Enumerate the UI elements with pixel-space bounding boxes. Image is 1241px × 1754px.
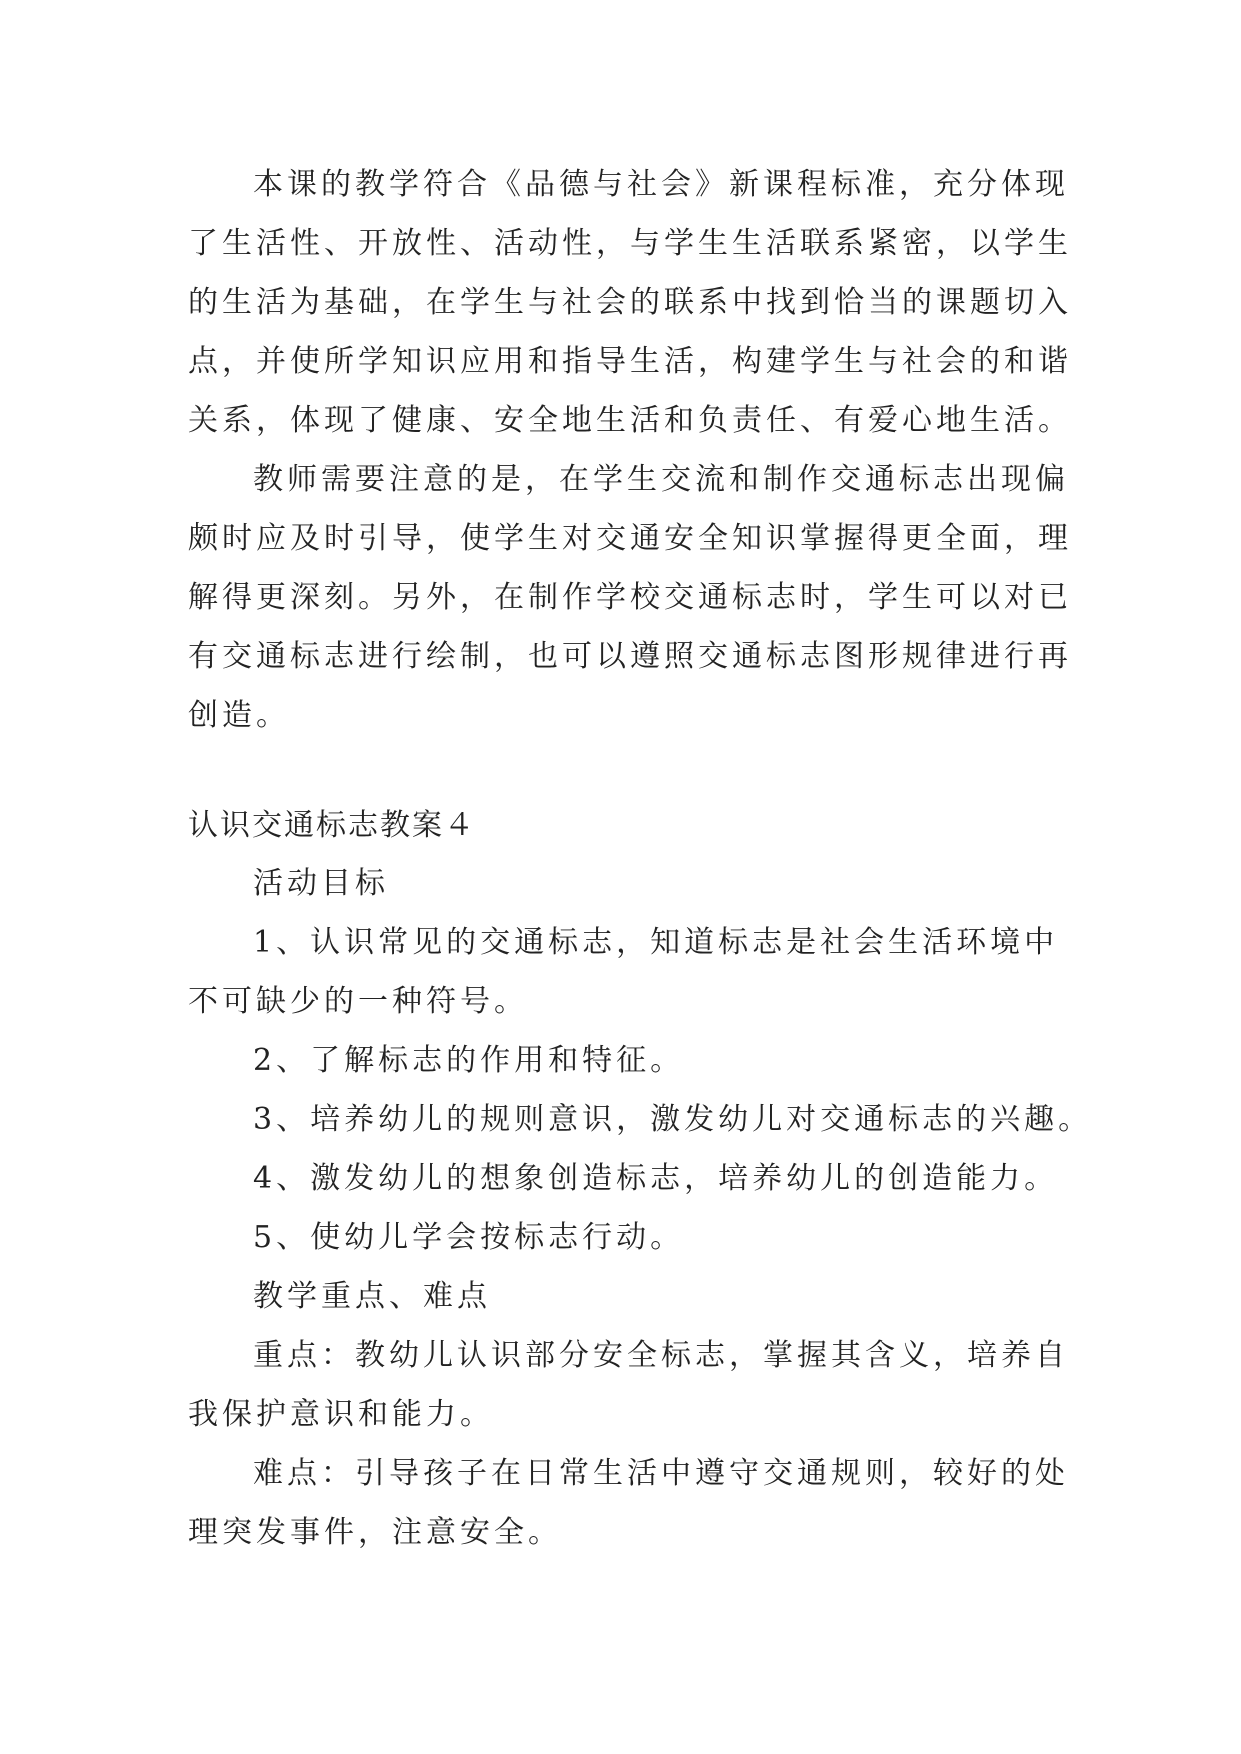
list-item: 2、了解标志的作用和特征。 — [253, 1043, 685, 1078]
paragraph-line: 教师需要注意的是，在学生交流和制作交通标志出现偏 — [253, 462, 1069, 497]
list-item: 1、认识常见的交通标志，知道标志是社会生活环境中 — [253, 925, 1059, 960]
paragraph-line: 点，并使所学知识应用和指导生活，构建学生与社会的和谐 — [188, 344, 1072, 379]
section-title: 认识交通标志教案４ — [188, 808, 476, 843]
paragraph-line: 有交通标志进行绘制，也可以遵照交通标志图形规律进行再 — [188, 639, 1072, 674]
paragraph-line: 了生活性、开放性、活动性，与学生生活联系紧密，以学生 — [188, 226, 1072, 261]
list-item: 4、激发幼儿的想象创造标志，培养幼儿的创造能力。 — [253, 1161, 1059, 1196]
list-item: 5、使幼儿学会按标志行动。 — [253, 1220, 685, 1255]
subheading: 教学重点、难点 — [253, 1279, 491, 1314]
paragraph-line: 关系，体现了健康、安全地生活和负责任、有爱心地生活。 — [188, 403, 1072, 438]
paragraph-line: 我保护意识和能力。 — [188, 1397, 494, 1432]
paragraph-line: 颇时应及时引导，使学生对交通安全知识掌握得更全面，理 — [188, 521, 1072, 556]
list-item: 3、培养幼儿的规则意识，激发幼儿对交通标志的兴趣。 — [253, 1102, 1093, 1137]
list-item-continuation: 不可缺少的一种符号。 — [188, 984, 528, 1019]
paragraph-line: 本课的教学符合《品德与社会》新课程标准，充分体现 — [253, 167, 1069, 202]
paragraph-line: 理突发事件，注意安全。 — [188, 1515, 562, 1550]
paragraph-line: 的生活为基础，在学生与社会的联系中找到恰当的课题切入 — [188, 285, 1072, 320]
paragraph-line: 难点：引导孩子在日常生活中遵守交通规则，较好的处 — [253, 1456, 1069, 1491]
subheading: 活动目标 — [253, 866, 389, 901]
paragraph-line: 解得更深刻。另外，在制作学校交通标志时，学生可以对已 — [188, 580, 1072, 615]
paragraph-line: 重点：教幼儿认识部分安全标志，掌握其含义，培养自 — [253, 1338, 1069, 1373]
paragraph-line: 创造。 — [188, 698, 290, 733]
